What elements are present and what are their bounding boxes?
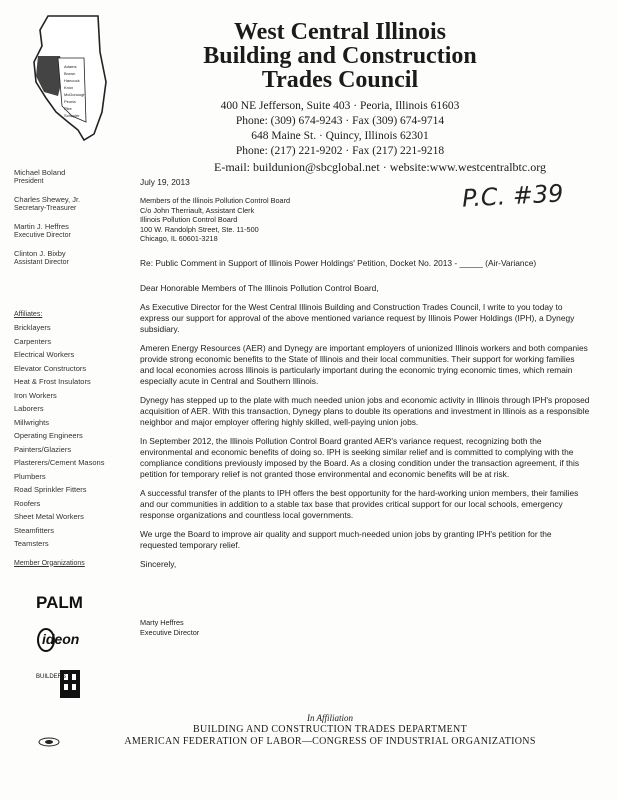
officer-title: Secretary-Treasurer xyxy=(14,205,77,212)
affiliation-line1: BUILDING AND CONSTRUCTION TRADES DEPARTMENT xyxy=(193,724,467,735)
paragraph: Ameren Energy Resources (AER) and Dynegy are important employers of unionized Illinois workers and both companies provide strong economic benefits to the State of Illinois and their local communities. Their support for working families and local economies across Illinois is particularly important during the economic trying economic times, which remain especially acute in Central and Southern Illinois. xyxy=(140,342,588,386)
svg-text:Pike: Pike xyxy=(64,106,72,111)
signature-block xyxy=(140,618,590,638)
member-trade: Electrical Workers xyxy=(14,350,75,359)
letter-body xyxy=(140,177,590,638)
member-trade: Heat & Frost Insulators xyxy=(14,377,91,386)
member-organizations-title: Member Organizations xyxy=(14,559,85,567)
closing: Sincerely, xyxy=(140,558,177,569)
palm-logo-text: PALM xyxy=(36,593,83,610)
org-name-line2: Building and Construction xyxy=(203,43,477,69)
svg-text:Adams: Adams xyxy=(64,64,77,69)
member-trade: Road Sprinkler Fitters xyxy=(14,485,87,494)
member-trade: Painters/Glaziers xyxy=(14,444,72,454)
svg-text:Knox: Knox xyxy=(64,85,74,90)
officer-title: President xyxy=(14,178,44,185)
paragraph: We urge the Board to improve air quality and support much-needed union jobs by granting IPH's petition for the requested temporary relief. xyxy=(140,528,552,550)
officer-title: Assistant Director xyxy=(14,259,69,266)
ideon-logo-text: ideon xyxy=(42,631,80,647)
address-quincy: 648 Maine St. · Quincy, Illinois 62301 xyxy=(251,130,429,142)
paragraph: A successful transfer of the plants to IPH offers the best opportunity for the hard-working union members, their families and our communities in addition to a stable tax base that provides critical support for our local schools, emergency response organizations and countless local governments. xyxy=(140,487,579,520)
recipient-line: Members of the Illinois Pollution Control Board xyxy=(140,196,291,205)
address-peoria: 400 NE Jefferson, Suite 403 · Peoria, Illinois 61603 xyxy=(220,100,460,112)
svg-text:Hancock: Hancock xyxy=(64,78,80,83)
member-trade: Millwrights xyxy=(14,417,50,427)
address-block xyxy=(150,99,530,159)
member-trade: Teamsters xyxy=(14,539,49,548)
affiliation-footer xyxy=(80,712,580,748)
member-trade: Operating Engineers xyxy=(14,431,83,440)
member-trade: Plumbers xyxy=(14,471,46,481)
building-trades-text: BUILDERS xyxy=(36,674,67,680)
member-trade: Bricklayers xyxy=(14,323,51,332)
officer-president xyxy=(14,168,124,186)
affiliation-label: In Affiliation xyxy=(306,713,354,723)
svg-text:Schuyler: Schuyler xyxy=(64,113,80,118)
member-trade: Carpenters xyxy=(14,336,52,346)
member-trade: Plasterers/Cement Masons xyxy=(14,458,105,467)
org-name-line3: Trades Council xyxy=(261,67,419,93)
officer-executive-director xyxy=(14,222,124,240)
public-comment-stamp: P.C. #39 xyxy=(461,179,565,213)
officer-title: Executive Director xyxy=(14,232,71,239)
signer-name: Marty Heffres xyxy=(140,617,184,627)
member-trade: Steamfitters xyxy=(14,525,55,535)
illinois-map-logo xyxy=(28,12,110,144)
email-website-line: E-mail: buildunion@sbcglobal.net · website:www.westcentralbtc.org xyxy=(214,160,546,174)
svg-text:Brown: Brown xyxy=(64,71,76,76)
paragraph: As Executive Director for the West Central Illinois Building and Construction Trades Council, I write to you today to express our support for approval of the above mentioned variance request by Illinois Power Holdings (IPH), a Dynegy subsidiary. xyxy=(140,301,575,334)
organization-name xyxy=(150,20,530,92)
svg-text:McDonough: McDonough xyxy=(64,92,86,97)
sidebar xyxy=(14,168,124,567)
paragraph: In September 2012, the Illinois Pollution Control Board granted AER's variance request, recognizing both the environmental and economic benefits of doing so. IPH is seeking similar relief and is committed to complying with the compliance conditions previously imposed by the Board. As a closing condition under the transaction agreement, if this petition for temporary relief is not granted those environmental and economic benefits will be at risk. xyxy=(140,435,580,479)
recipient-line: Chicago, IL 60601-3218 xyxy=(140,234,218,244)
officer-assistant-director xyxy=(14,249,124,267)
salutation: Dear Honorable Members of The Illinois Pollution Control Board, xyxy=(140,282,379,293)
building-trades-logo xyxy=(36,668,106,705)
member-trade: Iron Workers xyxy=(14,390,57,400)
officer-name: Clinton J. Bixby xyxy=(14,249,66,258)
recipient-line: 100 W. Randolph Street, Ste. 11-500 xyxy=(140,224,259,234)
recipient-block xyxy=(140,196,590,244)
recipient-line: Illinois Pollution Control Board xyxy=(140,215,238,225)
signer-title: Executive Director xyxy=(140,627,200,637)
member-list xyxy=(14,321,124,551)
member-trade: Elevator Constructors xyxy=(14,363,87,373)
member-trade: Roofers xyxy=(14,498,41,508)
officer-name: Michael Boland xyxy=(14,168,66,177)
org-name-line1: West Central Illinois xyxy=(233,19,446,45)
officer-secretary xyxy=(14,195,124,213)
paragraph: Dynegy has stepped up to the plate with much needed union jobs and economic activity in Illinois through IPH's proposed acquisition of AER. With this transaction, Dynegy plans to double its operations and investment in Illinois as a responsible neighbor and major employer offering highly skilled, well-paying union jobs. xyxy=(140,394,590,427)
members-title: Affiliates: xyxy=(14,311,43,318)
officer-name: Charles Shewey, Jr. xyxy=(14,195,81,204)
palm-logo xyxy=(36,592,106,615)
letter-date: July 19, 2013 xyxy=(140,177,190,187)
member-trade: Laborers xyxy=(14,404,44,413)
officer-name: Martin J. Heffres xyxy=(14,222,69,231)
recipient-line: C/o John Therriault, Assistant Clerk xyxy=(140,205,255,215)
subject-line: Re: Public Comment in Support of Illinois Power Holdings' Petition, Docket No. 2013 - _____ (Air-Variance) xyxy=(140,257,537,268)
affiliation-line2: AMERICAN FEDERATION OF LABOR—CONGRESS OF INDUSTRIAL ORGANIZATIONS xyxy=(124,736,536,747)
member-trade: Sheet Metal Workers xyxy=(14,512,84,521)
svg-text:Peoria: Peoria xyxy=(64,99,76,104)
ideon-logo xyxy=(36,624,106,659)
phone-quincy: Phone: (217) 221-9202 · Fax (217) 221-9218 xyxy=(235,145,445,157)
union-bug-icon xyxy=(38,734,60,752)
phone-peoria: Phone: (309) 674-9243 · Fax (309) 674-9714 xyxy=(235,115,445,127)
